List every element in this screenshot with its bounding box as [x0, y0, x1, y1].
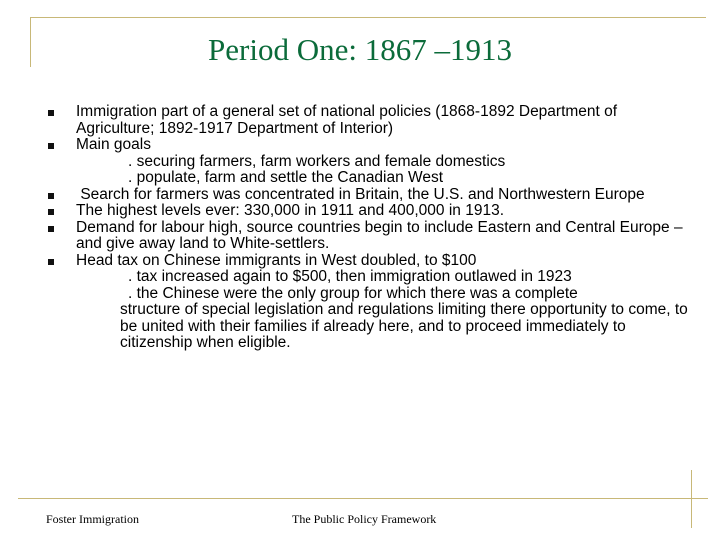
sub-item: . populate, farm and settle the Canadian West: [128, 169, 444, 186]
footer-left: Foster Immigration: [46, 512, 139, 526]
frame-right-rule: [691, 470, 692, 528]
bullet-text: Search for farmers was concentrated in Britain, the U.S. and Northwestern Europe: [76, 185, 645, 203]
frame-top-rule: [30, 17, 706, 18]
sub-item: . tax increased again to $500, then immigration outlawed in 1923: [128, 268, 572, 285]
square-bullet-icon: [48, 259, 54, 265]
bullet-item: [48, 203, 698, 220]
bullet-item: [48, 187, 698, 204]
sub-item-continuation: structure of special legislation and regulations limiting there opportunity to come, to be united with their families if already here, and to proceed immediately to citizenship when eligible.: [120, 301, 688, 351]
bullet-item: [48, 137, 698, 154]
sub-item: . the Chinese were the only group for which there was a complete: [128, 284, 578, 302]
bullet-text: Demand for labour high, source countries begin to include Eastern and Central Europe – and give away land to White-settlers.: [76, 218, 683, 252]
square-bullet-icon: [48, 143, 54, 149]
sub-item: . securing farmers, farm workers and female domestics: [128, 152, 506, 170]
bullet-item: [48, 104, 698, 137]
square-bullet-icon: [48, 193, 54, 199]
bullet-item: [48, 220, 698, 253]
bullet-list: [48, 104, 698, 352]
frame-bottom-rule: [18, 498, 708, 499]
square-bullet-icon: [48, 209, 54, 215]
bullet-text: Main goals: [76, 136, 151, 153]
square-bullet-icon: [48, 110, 54, 116]
slide-title: Period One: 1867 –1913: [208, 32, 512, 67]
bullet-item: [48, 253, 698, 270]
bullet-text: Head tax on Chinese immigrants in West doubled, to $100: [76, 251, 477, 269]
bullet-text: The highest levels ever: 330,000 in 1911 and 400,000 in 1913.: [76, 202, 505, 219]
footer-right: The Public Policy Framework: [292, 512, 437, 526]
bullet-text: Immigration part of a general set of national policies (1868-1892 Department of Agriculture; 1892-1917 Department of Interior): [76, 103, 618, 137]
square-bullet-icon: [48, 226, 54, 232]
